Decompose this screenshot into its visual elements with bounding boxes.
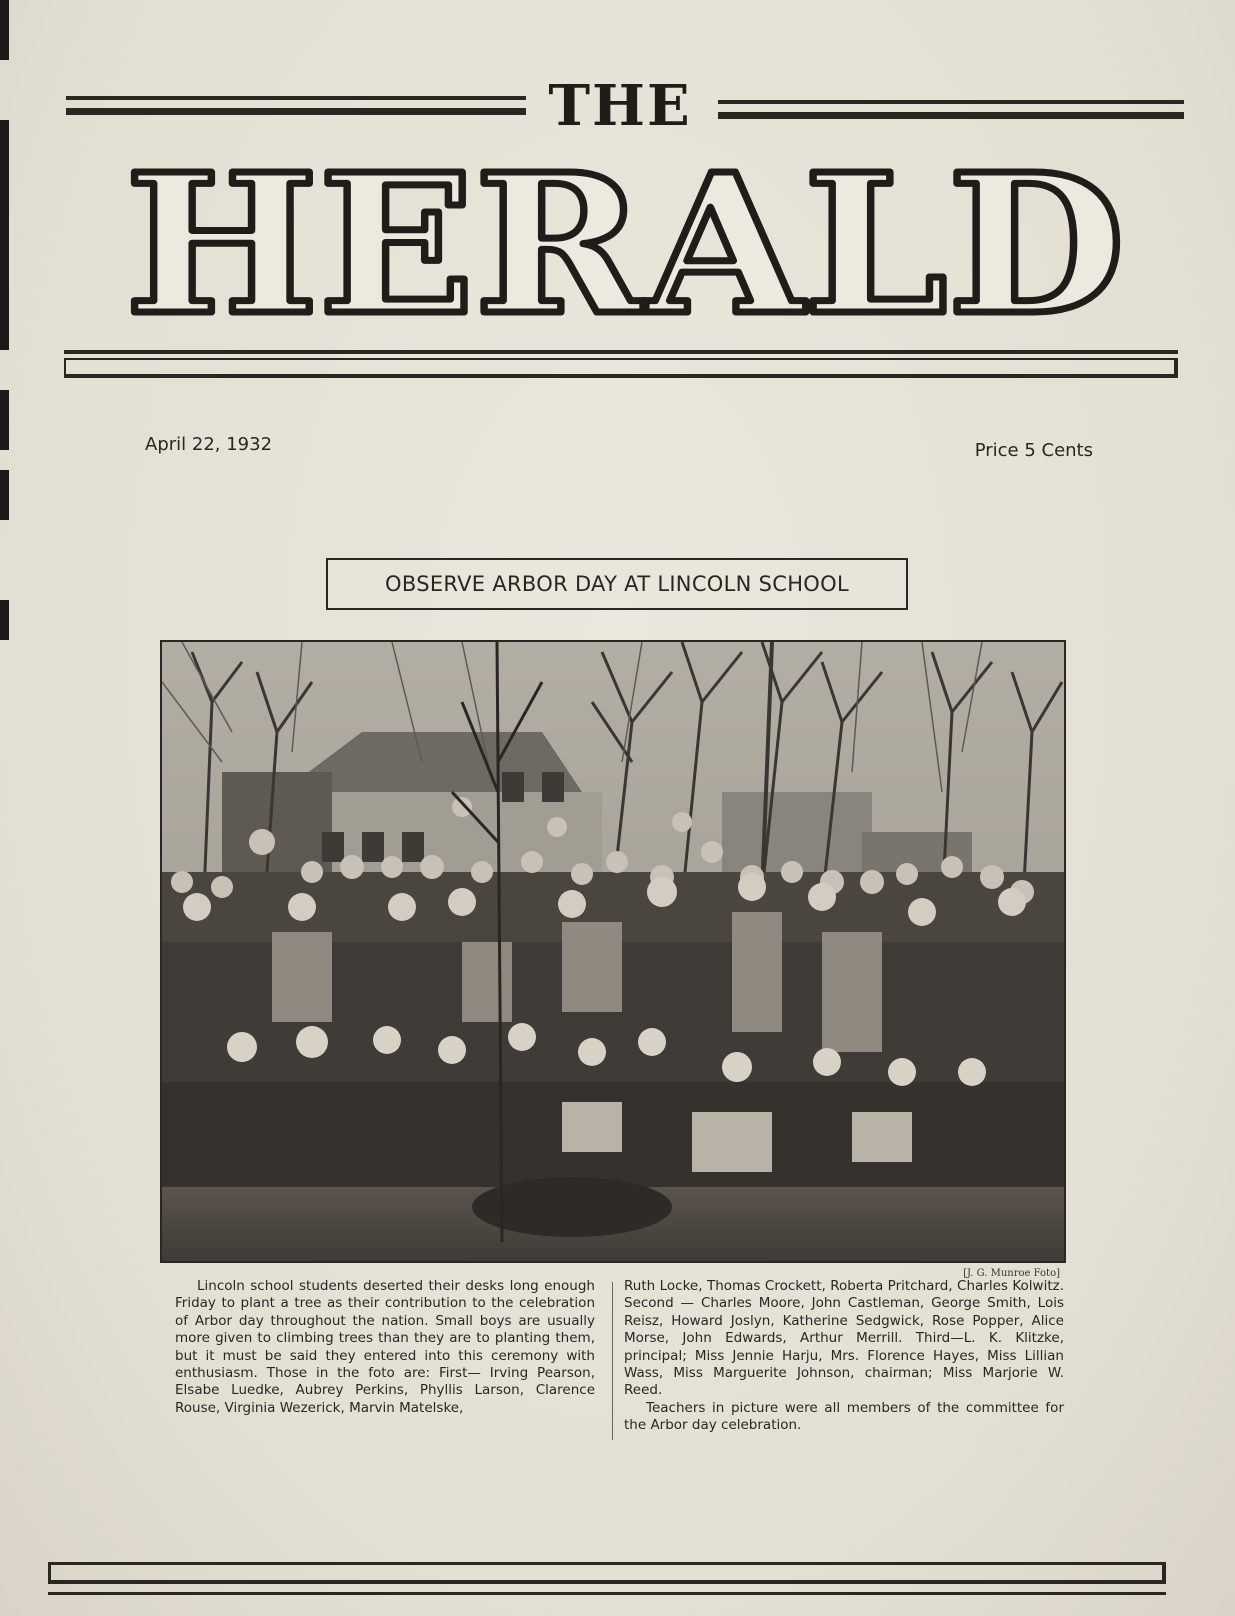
footer-rule xyxy=(48,1592,1166,1595)
arbor-day-photo xyxy=(160,640,1066,1263)
article-paragraph: Lincoln school students deserted their desks long enough Friday to plant a tree as their contribution to the celebration of Arbor day throughout the nation. Small boys are usually more given to climbing trees than they are to planting them, but it must be said they entered into this ceremony with enthusiasm. Those in the foto are: First— Irving Pearson, Elsabe Luedke, Aubrey Perkins, Phyllis Larson, Clarence Rouse, Virginia Wezerick, Marvin Matelske, xyxy=(175,1278,595,1416)
masthead-title-text: HERALD xyxy=(125,140,1125,340)
masthead-rule-bottom xyxy=(64,350,1178,354)
article-column-left xyxy=(175,1278,595,1417)
photo-credit: [J. G. Munroe Foto] xyxy=(963,1268,1060,1279)
column-divider xyxy=(612,1282,613,1440)
masthead-the: THE xyxy=(548,73,692,139)
masthead-rule-box xyxy=(64,358,1178,378)
article-headline-text: OBSERVE ARBOR DAY AT LINCOLN SCHOOL xyxy=(385,572,849,596)
footer-rule-box xyxy=(48,1562,1166,1584)
masthead-rule-left xyxy=(66,96,526,100)
article-paragraph: Ruth Locke, Thomas Crockett, Roberta Pritchard, Charles Kolwitz. Second — Charles Moore, John Castleman, George Smith, Lois Reisz, Howard Joslyn, Katherine Sedgwick, Rose Popper, Alice Morse, John Edwards, Arthur Merrill. Third—L. K. Klitzke, principal; Miss Jennie Harju, Mrs. Florence Hayes, Miss Lillian Wass, Miss Marguerite Johnson, chairman; Miss Marjorie W. Reed. xyxy=(624,1278,1064,1399)
article-headline xyxy=(326,558,908,610)
binding-mark xyxy=(0,470,9,520)
binding-mark xyxy=(0,600,9,640)
masthead-title xyxy=(120,140,1130,340)
article-paragraph: Teachers in picture were all members of the committee for the Arbor day celebration. xyxy=(624,1399,1064,1434)
issue-price: Price 5 Cents xyxy=(974,440,1093,461)
binding-mark xyxy=(0,390,9,450)
issue-date: April 22, 1932 xyxy=(145,434,273,455)
masthead-rule-left-lower xyxy=(66,108,526,115)
binding-mark xyxy=(0,120,9,350)
binding-mark xyxy=(0,0,9,60)
masthead-rule-right-lower xyxy=(718,112,1184,119)
masthead-rule-right xyxy=(718,100,1184,104)
photo-illustration xyxy=(162,642,1066,1263)
article-column-right xyxy=(624,1278,1064,1435)
